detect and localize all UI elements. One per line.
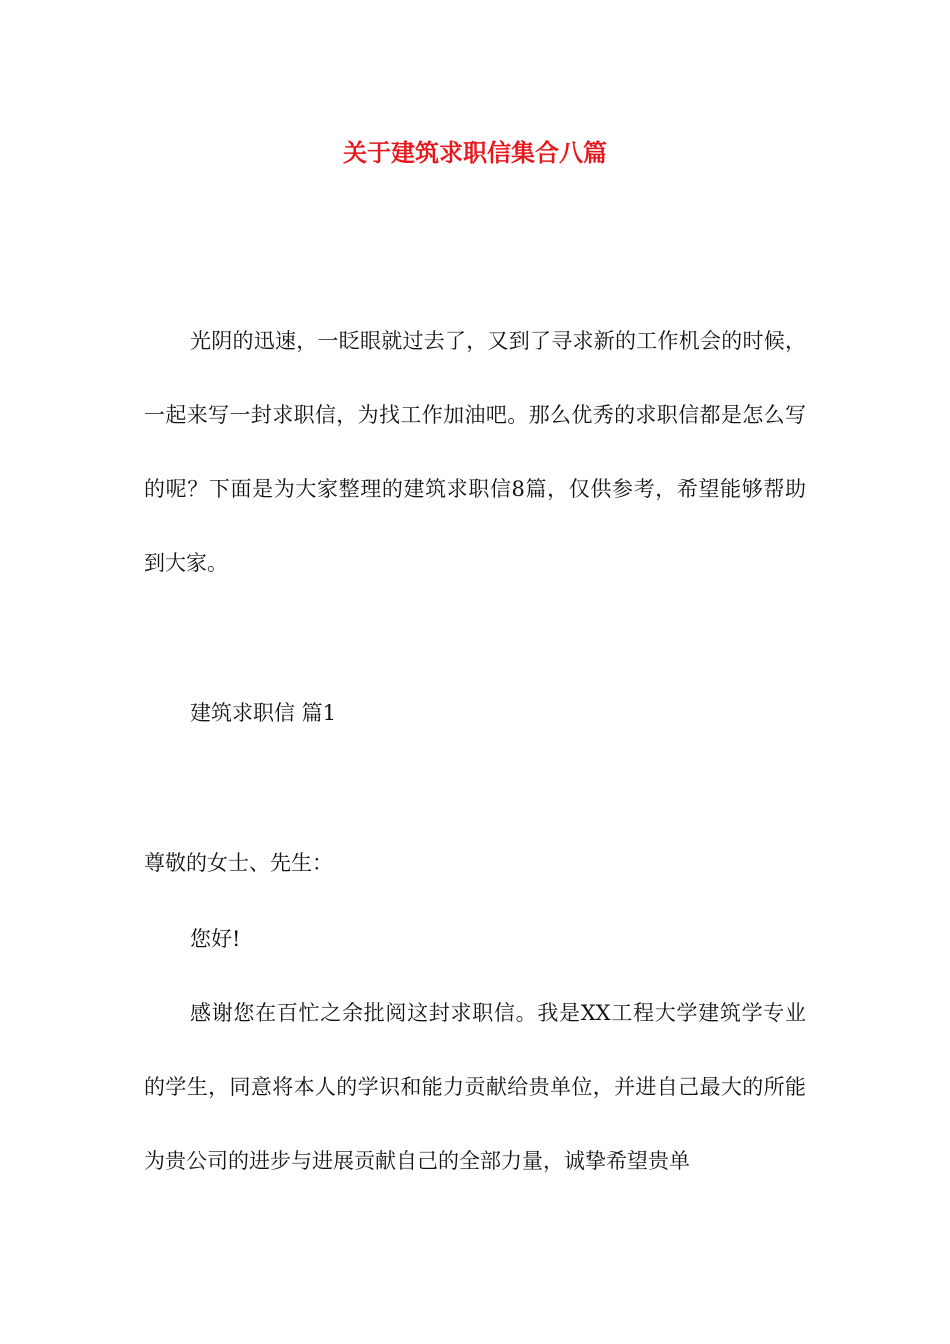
intro-paragraph: 光阴的迅速，一眨眼就过去了，又到了寻求新的工作机会的时候，一起来写一封求职信，为找工作加油吧。那么优秀的求职信都是怎么写的呢？下面是为大家整理的建筑求职信8篇，仅供参考，希望能够帮助到大家。	[144, 329, 806, 575]
salutation: 尊敬的女士、先生：	[144, 851, 333, 875]
greeting: 您好!	[190, 927, 241, 951]
body-paragraph: 感谢您在百忙之余批阅这封求职信。我是XX工程大学建筑学专业的学生，同意将本人的学识和能力贡献给贵单位，并进自己最大的所能为贵公司的进步与进展贡献自己的全部力量，诚挚希望贵单	[144, 1001, 806, 1173]
section-heading: 建筑求职信 篇1	[190, 701, 337, 725]
document-title: 关于建筑求职信集合八篇	[343, 138, 607, 167]
